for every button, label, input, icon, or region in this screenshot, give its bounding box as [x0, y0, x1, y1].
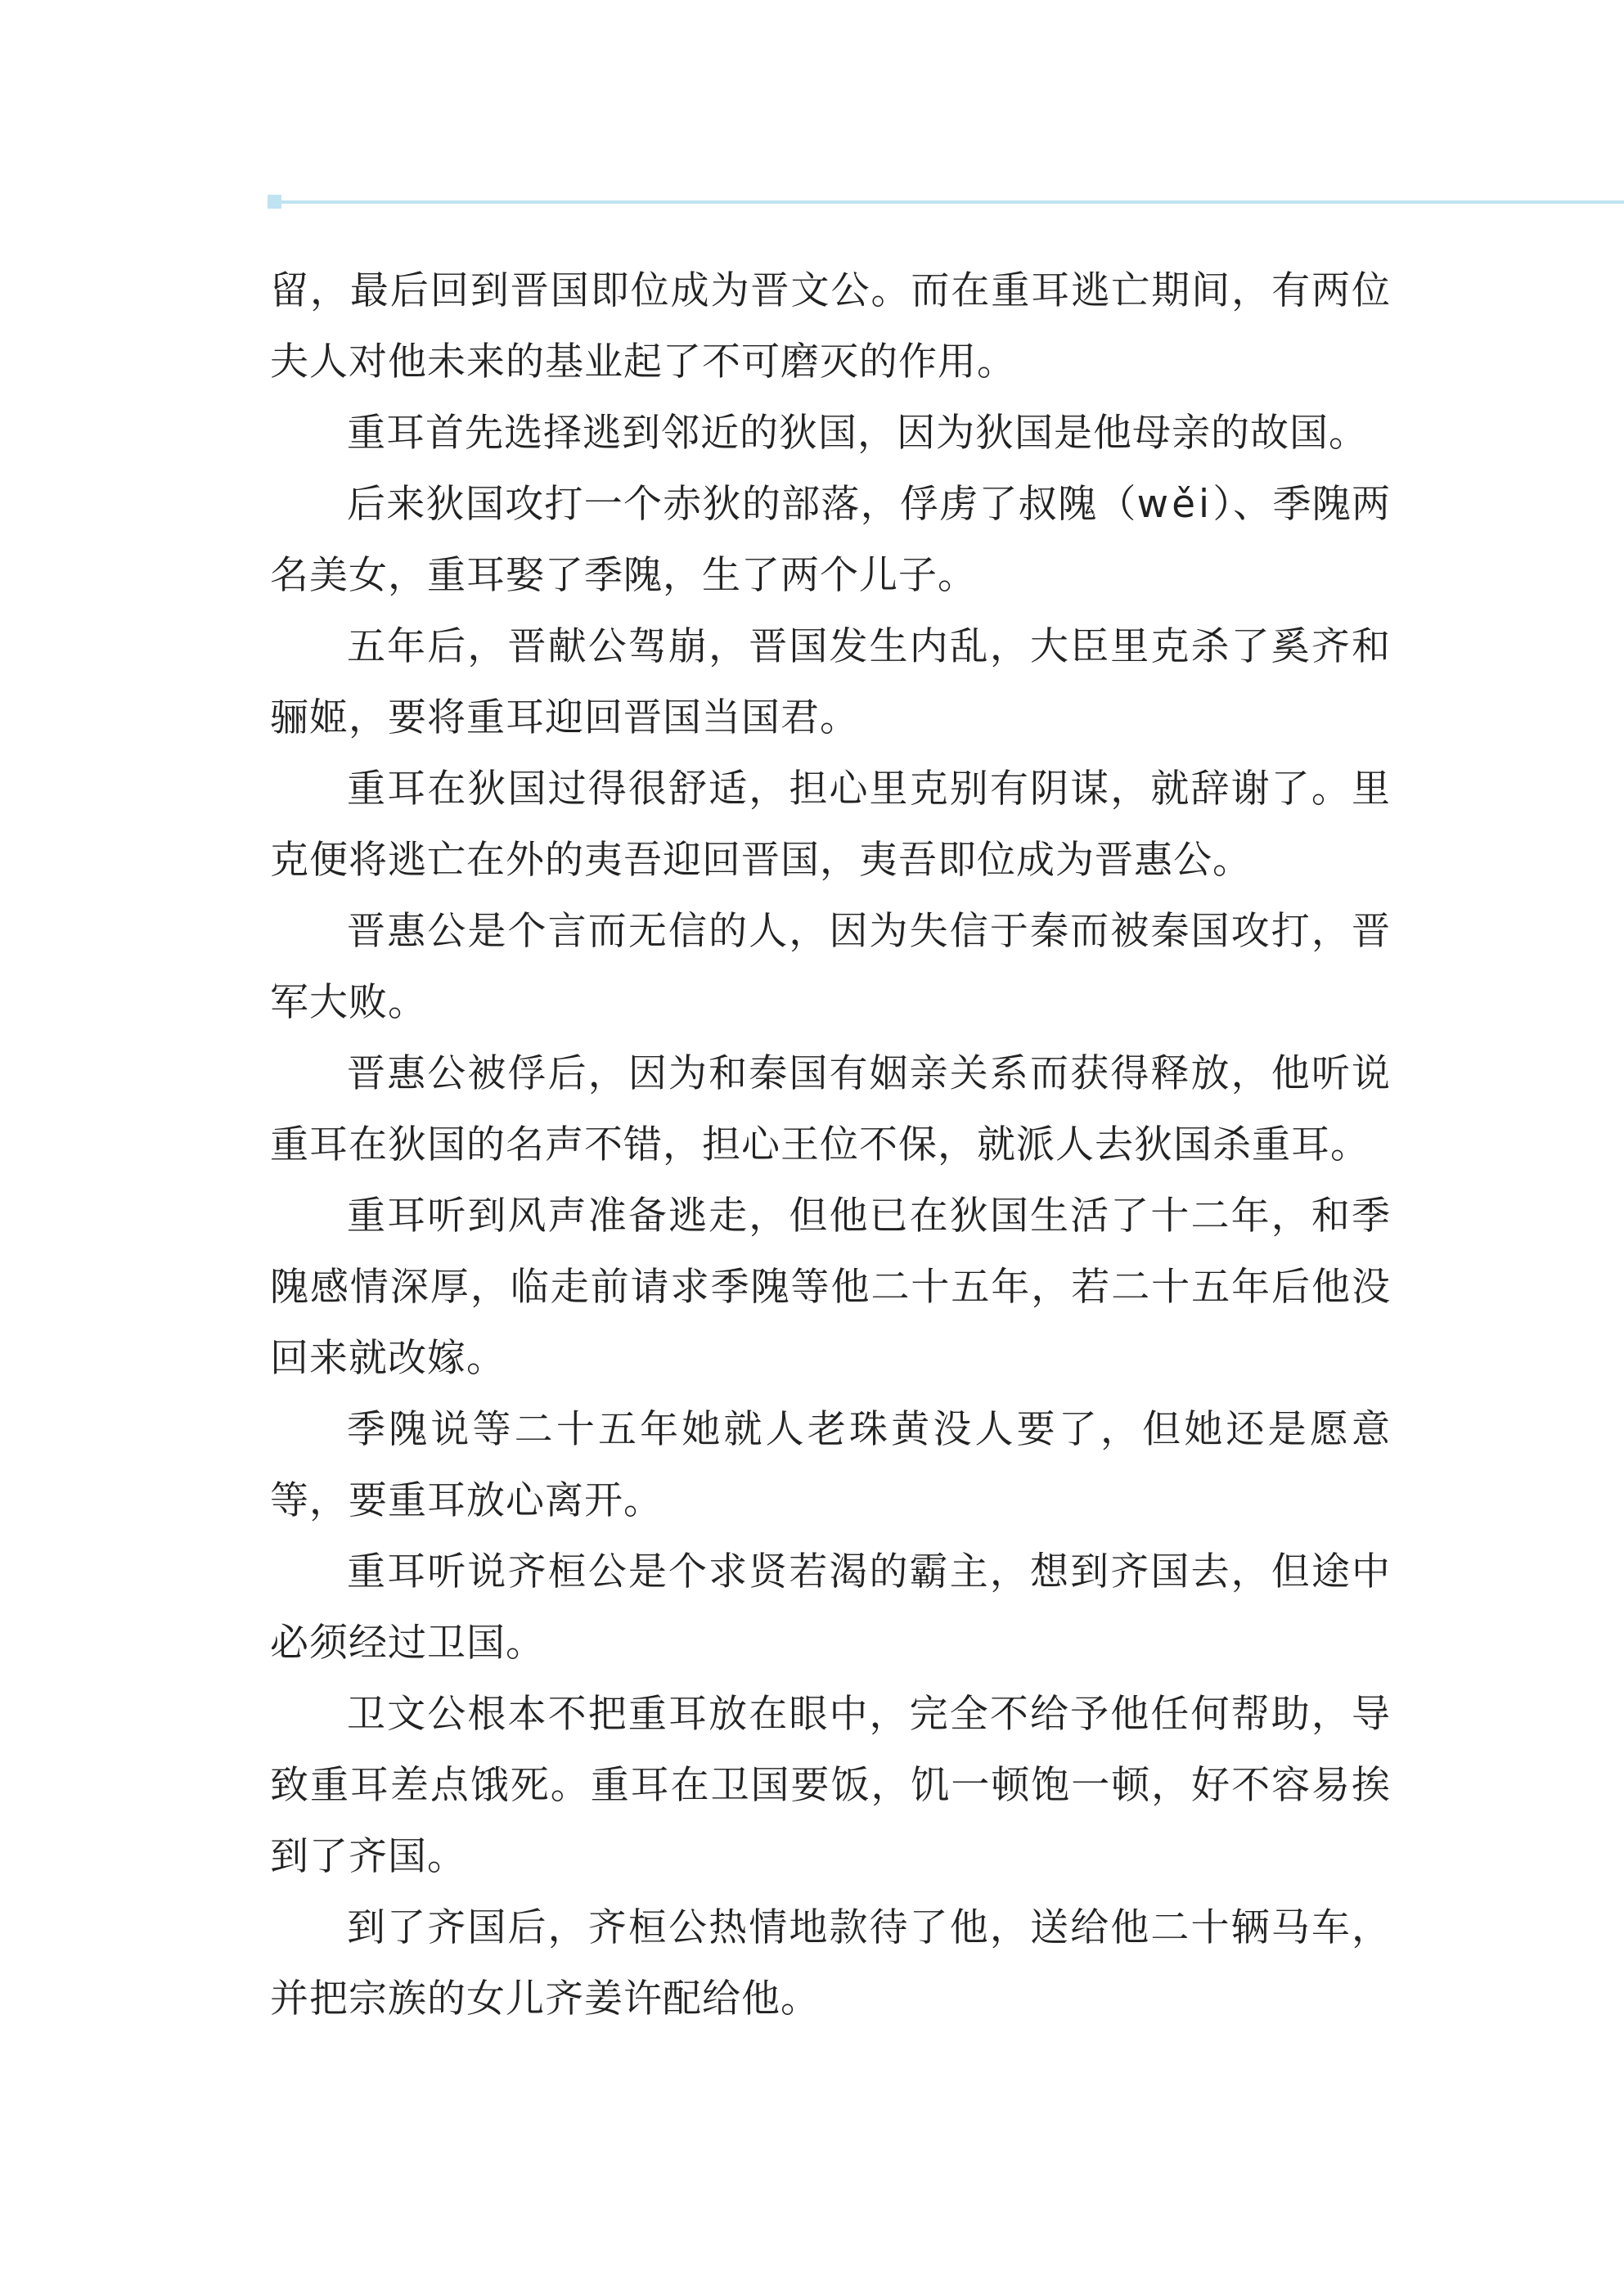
body-text [270, 255, 1391, 2035]
paragraph-continued: 留，最后回到晋国即位成为晋文公。而在重耳逃亡期间，有两位夫人对他未来的基业起了不可磨灭的作用。 [270, 268, 1391, 384]
pinyin-annotation: wěi [1136, 482, 1213, 527]
paragraph-text-before: 后来狄国攻打一个赤狄的部落，俘虏了叔隗（ [347, 482, 1137, 527]
paragraph: 重耳首先选择逃到邻近的狄国，因为狄国是他母亲的故国。 [347, 411, 1368, 456]
paragraph: 晋惠公被俘后，因为和秦国有姻亲关系而获得释放，他听说重耳在狄国的名声不错，担心王位不保，就派人去狄国杀重耳。 [270, 1051, 1391, 1167]
paragraph-with-pinyin [270, 469, 1391, 611]
paragraph: 重耳在狄国过得很舒适，担心里克别有阴谋，就辞谢了。里克便将逃亡在外的夷吾迎回晋国，夷吾即位成为晋惠公。 [270, 767, 1391, 883]
paragraph: 卫文公根本不把重耳放在眼中，完全不给予他任何帮助，导致重耳差点饿死。重耳在卫国要饭，饥一顿饱一顿，好不容易挨到了齐国。 [270, 1692, 1391, 1879]
paragraph: 五年后，晋献公驾崩，晋国发生内乱，大臣里克杀了奚齐和骊姬，要将重耳迎回晋国当国君。 [270, 624, 1391, 740]
paragraph: 晋惠公是个言而无信的人，因为失信于秦而被秦国攻打，晋军大败。 [270, 909, 1391, 1025]
paragraph-text-after: ）、季隗两名美女，重耳娶了季隗，生了两个儿子。 [270, 482, 1392, 598]
paragraph: 季隗说等二十五年她就人老珠黄没人要了，但她还是愿意等，要重耳放心离开。 [270, 1407, 1391, 1523]
paragraph: 到了齐国后，齐桓公热情地款待了他，送给他二十辆马车，并把宗族的女儿齐姜许配给他。 [270, 1905, 1391, 2021]
paragraph: 重耳听到风声准备逃走，但他已在狄国生活了十二年，和季隗感情深厚，临走前请求季隗等他二十五年，若二十五年后他没回来就改嫁。 [270, 1194, 1391, 1381]
header-rule-marker [268, 195, 281, 209]
header-rule [274, 200, 1624, 204]
paragraph: 重耳听说齐桓公是个求贤若渴的霸主，想到齐国去，但途中必须经过卫国。 [270, 1549, 1391, 1666]
